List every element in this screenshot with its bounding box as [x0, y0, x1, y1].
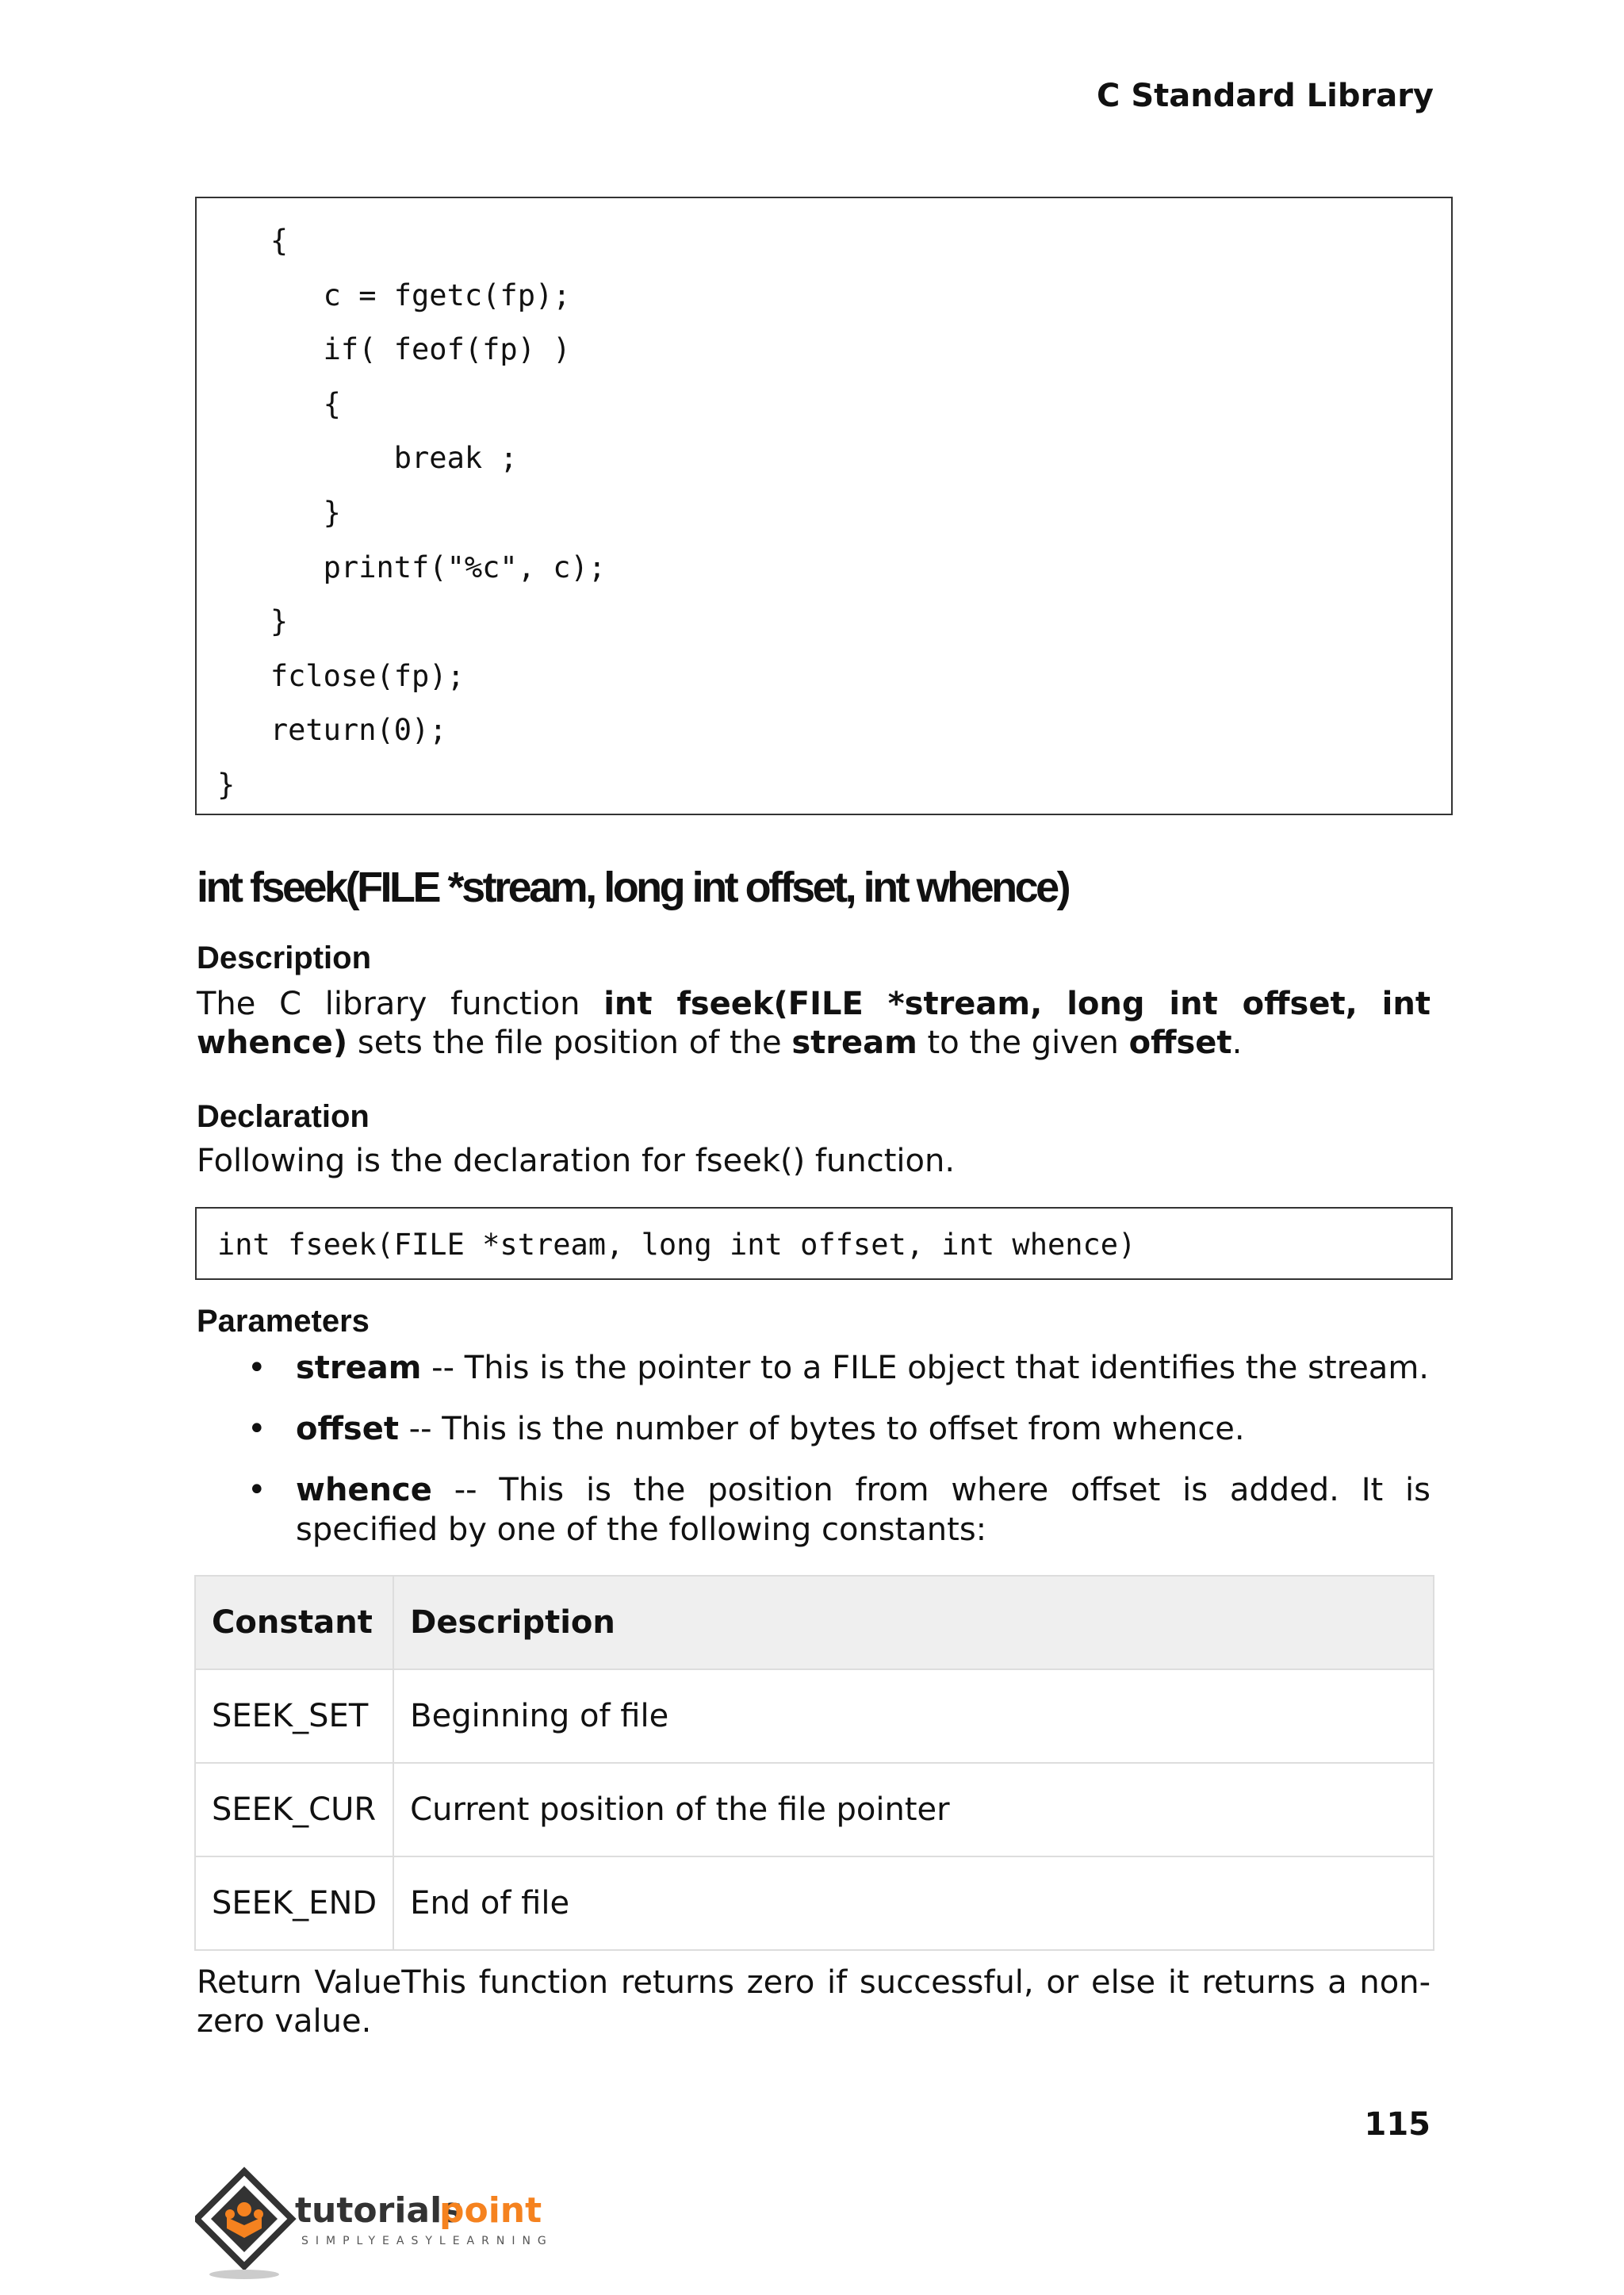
param-name: whence — [296, 1472, 432, 1508]
page-number: 115 — [1364, 2106, 1431, 2143]
code-block — [195, 197, 1453, 815]
declaration-text: Following is the declaration for fseek() function. — [197, 1143, 956, 1179]
param-name: stream — [296, 1350, 422, 1386]
table-row — [195, 1763, 1434, 1856]
bullet-icon: • — [247, 1411, 266, 1447]
declaration-code: int fseek(FILE *stream, long int offset, int whence) — [217, 1228, 1136, 1262]
page-header-title: C Standard Library — [1097, 78, 1434, 114]
table-cell: Current position of the file pointer — [393, 1763, 1434, 1856]
table-cell: End of file — [393, 1856, 1434, 1950]
description-heading: Description — [197, 941, 372, 975]
list-item — [197, 1348, 1431, 1388]
param-name: offset — [296, 1411, 399, 1447]
table-header-cell: Constant — [195, 1576, 393, 1669]
logo-tagline: SIMPLYEASYLEARNING — [301, 2235, 553, 2247]
function-title: int fseek(FILE *stream, long int offset, int whence) — [197, 864, 1069, 911]
param-text: -- This is the position from where offset is added. It is specified by one of the following constants: — [296, 1472, 1431, 1548]
constants-table — [194, 1575, 1434, 1951]
declaration-code-block — [195, 1207, 1453, 1280]
tutorialspoint-logo — [195, 2165, 576, 2284]
list-item — [197, 1409, 1431, 1449]
bullet-icon: • — [247, 1472, 266, 1508]
param-text: -- This is the pointer to a FILE object that identifies the stream. — [421, 1350, 1429, 1386]
logo-text-point: point — [439, 2190, 542, 2231]
param-text: -- This is the number of bytes to offset from whence. — [398, 1411, 1245, 1447]
return-value-text: Return ValueThis function returns zero if successful, or else it returns a non-zero value. — [197, 1964, 1431, 2040]
parameters-list — [197, 1348, 1431, 1571]
declaration-heading: Declaration — [197, 1099, 370, 1134]
list-item — [197, 1470, 1431, 1550]
table-row — [195, 1856, 1434, 1950]
description-text: The C library function int fseek(FILE *stream, long int offset, int whence) sets the file position of the stream to the given offset. — [197, 986, 1431, 1061]
logo-text-tutorials: tutorials — [295, 2190, 463, 2231]
table-header-row — [195, 1576, 1434, 1669]
bullet-icon: • — [247, 1350, 266, 1386]
table-cell: Beginning of file — [393, 1669, 1434, 1763]
table-cell: SEEK_SET — [195, 1669, 393, 1763]
code-text: { c = fgetc(fp); if( feof(fp) ) { break ; } printf("%c", c); } fclose(fp); return(0); } — [217, 224, 607, 802]
logo-icon — [197, 2171, 292, 2279]
table-header-cell: Description — [393, 1576, 1434, 1669]
table-cell: SEEK_END — [195, 1856, 393, 1950]
table-cell: SEEK_CUR — [195, 1763, 393, 1856]
parameters-heading: Parameters — [197, 1304, 370, 1339]
table-row — [195, 1669, 1434, 1763]
